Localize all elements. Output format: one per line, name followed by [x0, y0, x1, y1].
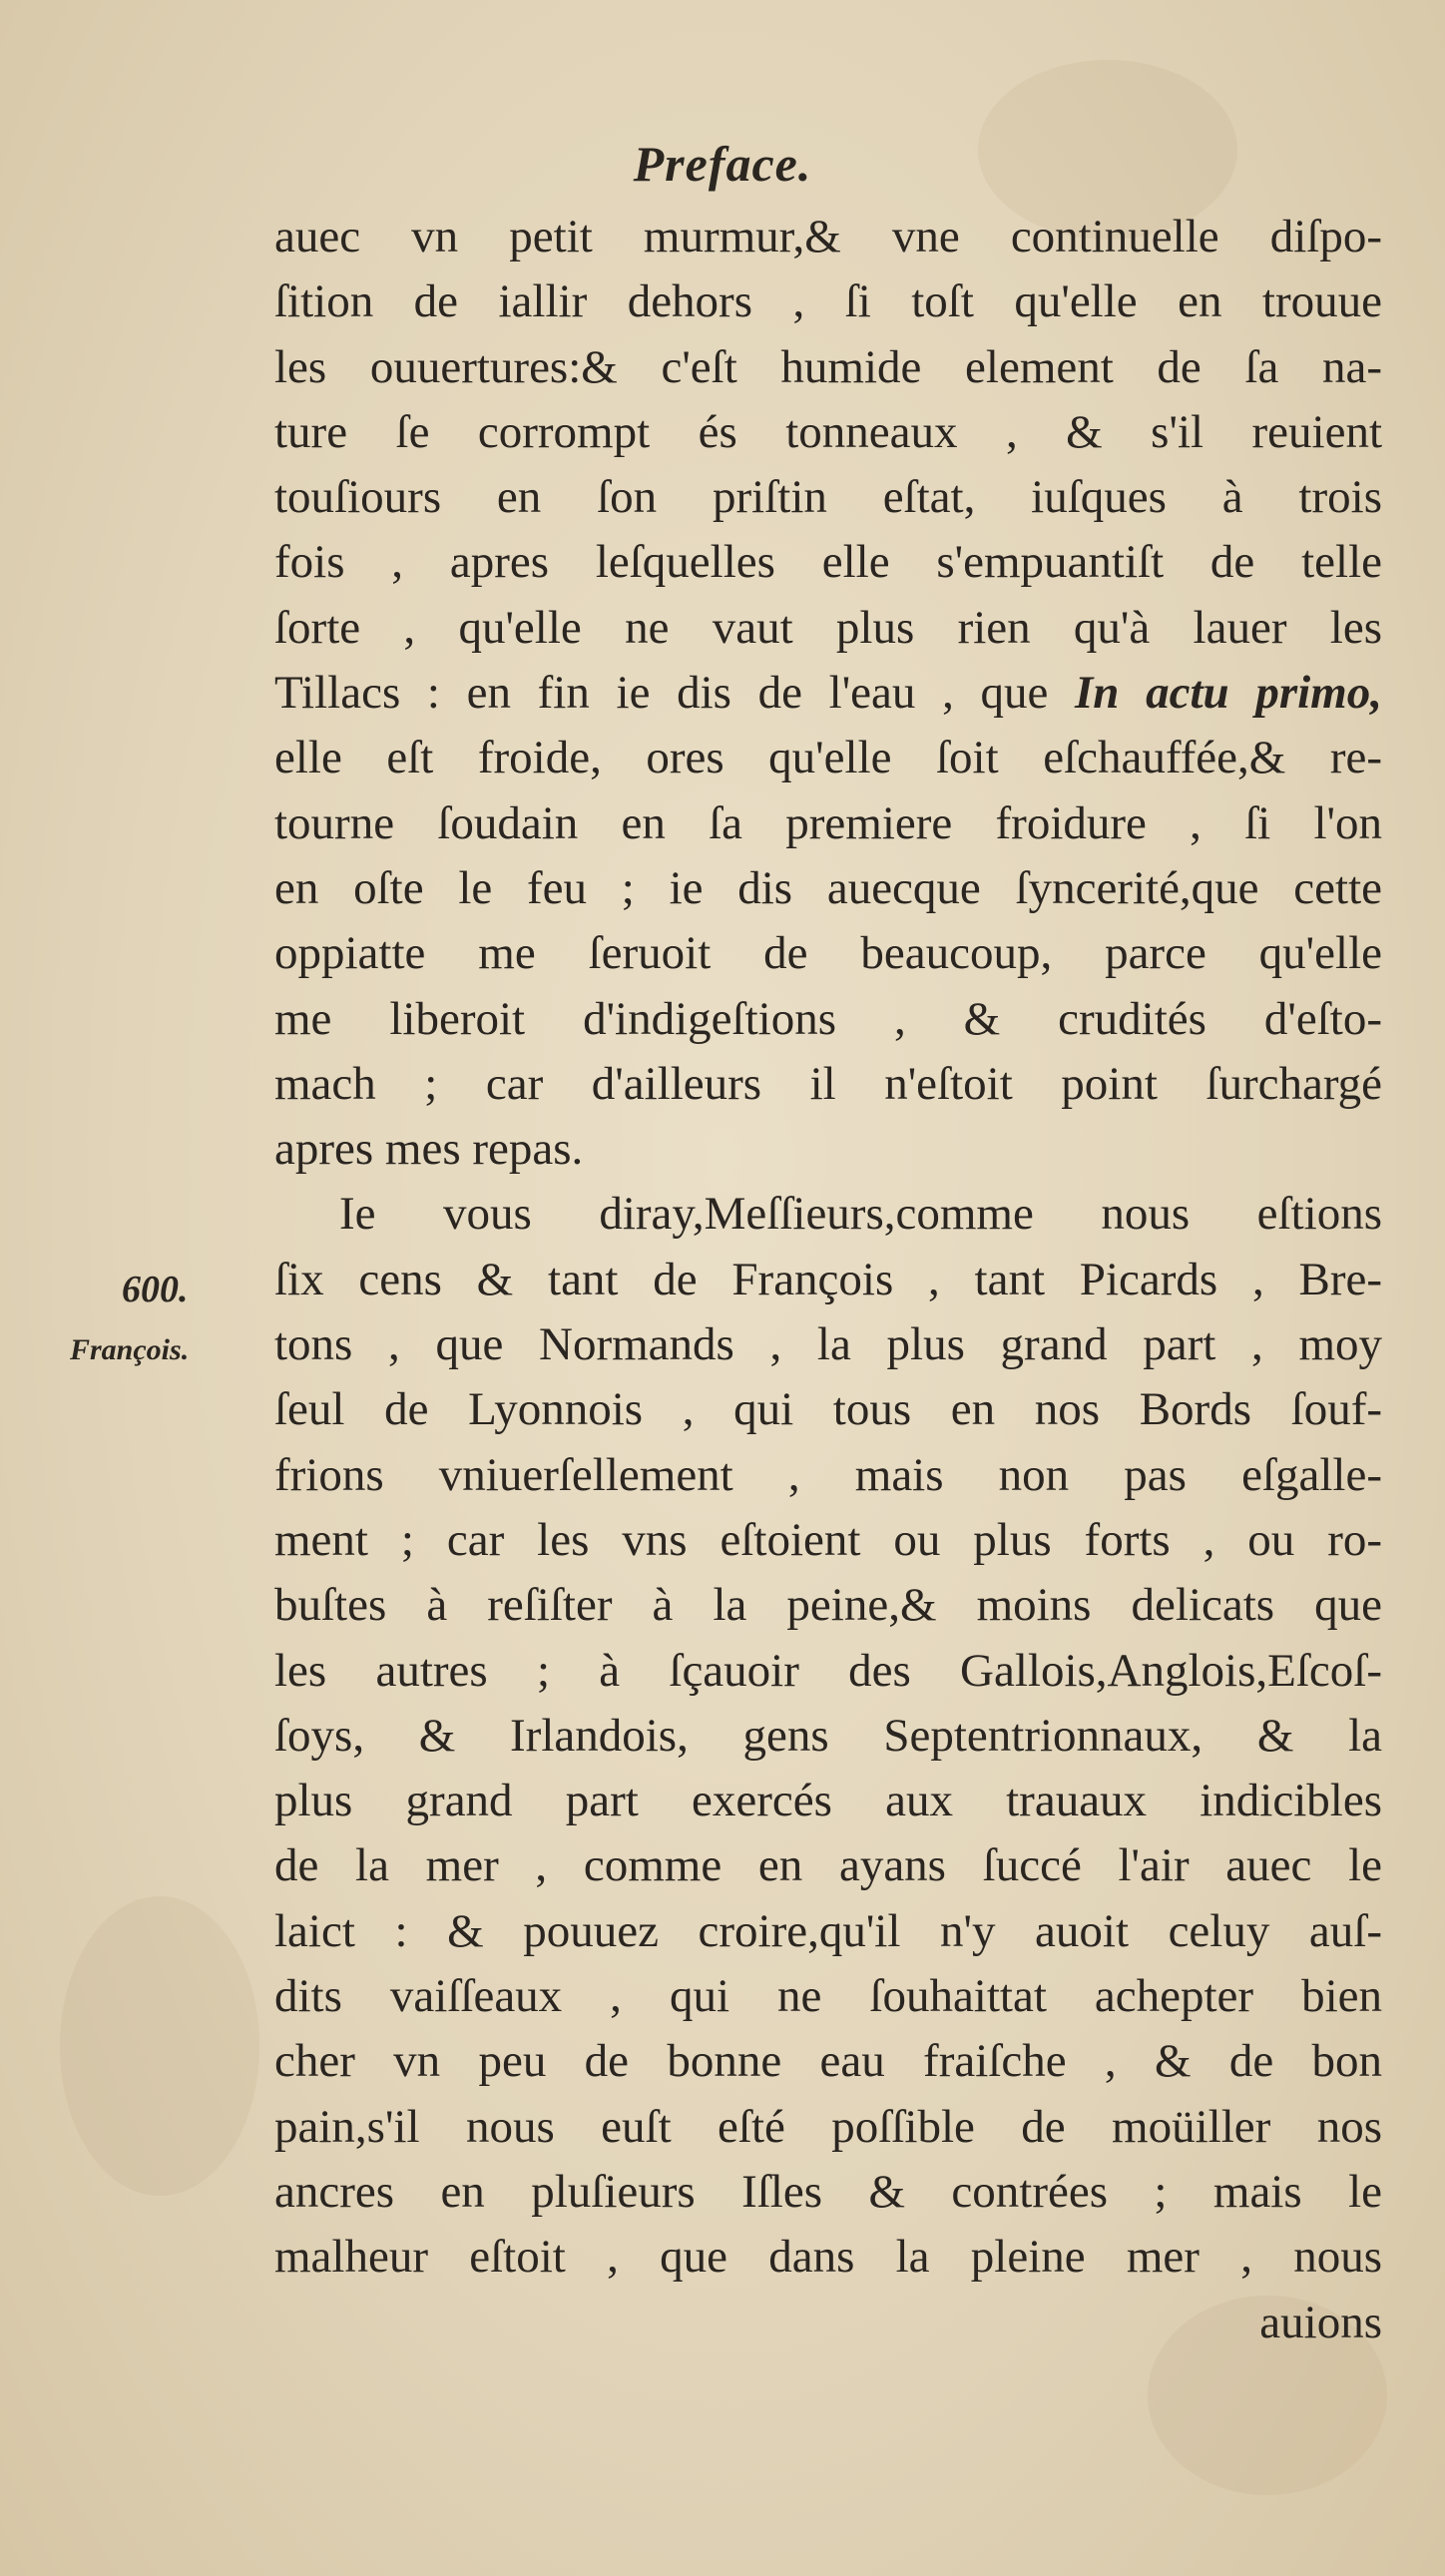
- text-line: ſoys, & Irlandois, gens Septentrionnaux, & la: [274, 1709, 1382, 1762]
- margin-note-word: François.: [70, 1333, 190, 1366]
- text-line: laict : & pouuez croire,qu'il n'y auoit celuy auſ-: [274, 1904, 1382, 1957]
- text-line: buſtes à reſiſter à la peine,& moins delicats que: [274, 1579, 1382, 1632]
- text-line: malheur eſtoit , que dans la pleine mer , nous: [274, 2231, 1382, 2284]
- text-line: touſiours en ſon priſtin eſtat, iuſques à trois: [274, 471, 1382, 524]
- text-line: les ouuertures:& c'eſt humide element de ſa na-: [274, 340, 1382, 393]
- body-text: [274, 205, 1382, 2355]
- text-line: apres mes repas.: [274, 1123, 584, 1176]
- text-line: plus grand part exercés aux trauaux indicibles: [274, 1775, 1382, 1827]
- text-line: ſeul de Lyonnois , qui tous en nos Bords ſouf-: [274, 1383, 1382, 1436]
- text-line: me liberoit d'indigeſtions , & crudités d'eſto-: [274, 992, 1382, 1045]
- text-line: oppiatte me ſeruoit de beaucoup, parce qu'elle: [274, 927, 1382, 980]
- text-line: frions vniuerſellement , mais non pas eſgalle-: [274, 1448, 1382, 1501]
- text-line: ſorte , qu'elle ne vaut plus rien qu'à lauer les: [274, 601, 1382, 654]
- text-line: elle eſt froide, ores qu'elle ſoit eſchauffée,& re-: [274, 732, 1382, 784]
- text-line: tourne ſoudain en ſa premiere froidure , ſi l'on: [274, 796, 1382, 849]
- text-line: cher vn peu de bonne eau fraiſche , & de bon: [274, 2035, 1382, 2088]
- paragraph-first-line: Ie vous diray,Meſſieurs,comme nous eſtions: [339, 1188, 1382, 1241]
- margin-note-number: 600.: [122, 1269, 189, 1310]
- catchword: auions: [1259, 2296, 1382, 2348]
- text-line: ſix cens & tant de François , tant Picards , Bre-: [274, 1253, 1382, 1305]
- text-line: de la mer , comme en ayans ſuccé l'air auec le: [274, 1839, 1382, 1892]
- text-line: en oſte le feu ; ie dis auecque ſyncerité,que cette: [274, 861, 1382, 914]
- text-line: ancres en pluſieurs Iſles & contrées ; mais le: [274, 2165, 1382, 2218]
- text-line: ſition de iallir dehors , ſi toſt qu'elle en trouue: [274, 275, 1382, 328]
- text-line: ment ; car les vns eſtoient ou plus forts , ou ro-: [274, 1513, 1382, 1566]
- italic-phrase: In actu primo,: [1075, 667, 1382, 720]
- text-line: tons , que Normands , la plus grand part , moy: [274, 1318, 1382, 1371]
- text-line: ture ſe corrompt és tonneaux , & s'il reuient: [274, 405, 1382, 458]
- text-line: fois , apres leſquelles elle s'empuantiſt de telle: [274, 536, 1382, 589]
- text-line: auec vn petit murmur,& vne continuelle diſpo-: [274, 211, 1382, 262]
- text-segment: Tillacs : en fin ie dis de l'eau , que: [274, 667, 1076, 720]
- text-line-with-italic: [274, 661, 1382, 726]
- text-line: les autres ; à ſçauoir des Gallois,Anglois,Eſcoſ-: [274, 1644, 1382, 1697]
- text-line: pain,s'il nous euſt eſté poſſible de moüiller nos: [274, 2100, 1382, 2153]
- paper-stain: [60, 1896, 259, 2196]
- running-head: Preface.: [633, 136, 812, 192]
- text-line: dits vaiſſeaux , qui ne ſouhaittat achepter bien: [274, 1970, 1382, 2023]
- text-line: mach ; car d'ailleurs il n'eſtoit point ſurchargé: [274, 1057, 1382, 1110]
